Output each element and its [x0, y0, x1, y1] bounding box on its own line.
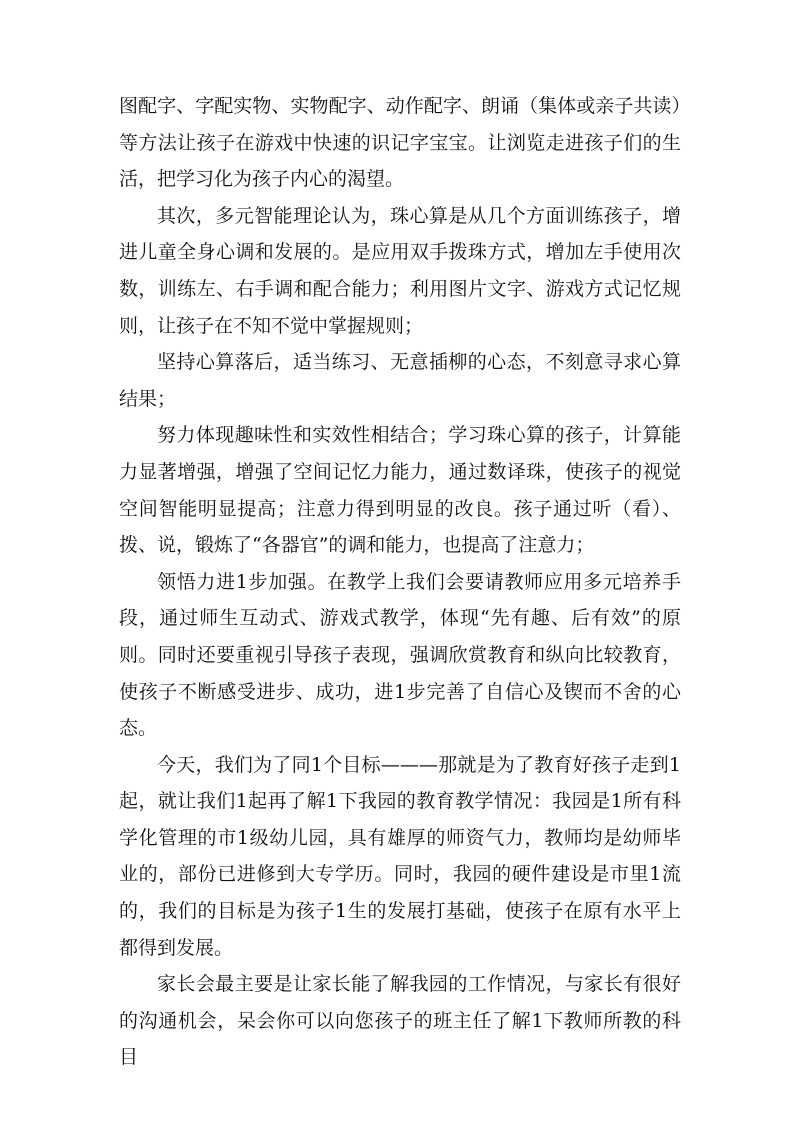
paragraph-7: 家长会最主要是让家长能了解我园的工作情况，与家长有很好的沟通机会，呆会你可以向您孩子的班主任了解1下教师所教的科目: [119, 973, 681, 1069]
paragraph-3: 坚持心算落后，适当练习、无意插柳的心态，不刻意寻求心算结果；: [119, 351, 681, 410]
document-page: [119, 88, 681, 1076]
paragraph-6: 今天，我们为了同1个目标———那就是为了教育好孩子走到1起，就让我们1起再了解1下我园的教育教学情况：我园是1所有科学化管理的市1级幼儿园，具有雄厚的师资气力，教师均是幼师毕业的，部份已进修到大专学历。同时，我园的硬件建设是市里1流的，我们的目标是为孩子1生的发展打基础，使孩子在原有水平上都得到发展。: [119, 753, 681, 959]
paragraph-4: 努力体现趣味性和实效性相结合；学习珠心算的孩子，计算能力显著增强，增强了空间记忆力能力，通过数译珠，使孩子的视觉空间智能明显提高；注意力得到明显的改良。孩子通过听（看）、拨、说，锻炼了“各器官”的调和能力，也提高了注意力；: [119, 424, 681, 557]
paragraph-1: 图配字、字配实物、实物配字、动作配字、朗诵（集体或亲子共读）等方法让孩子在游戏中快速的识记字宝宝。让浏览走进孩子们的生活，把学习化为孩子内心的渴望。: [119, 95, 681, 191]
paragraph-2: 其次，多元智能理论认为，珠心算是从几个方面训练孩子，增进儿童全身心调和发展的。是应用双手拨珠方式，增加左手使用次数，训练左、右手调和配合能力；利用图片文字、游戏方式记忆规则，让孩子在不知不觉中掌握规则；: [119, 204, 681, 337]
paragraph-5: 领悟力进1步加强。在教学上我们会要请教师应用多元培养手段，通过师生互动式、游戏式教学，体现“先有趣、后有效”的原则。同时还要重视引导孩子表现，强调欣赏教育和纵向比较教育，使孩子不断感受进步、成功，进1步完善了自信心及锲而不舍的心态。: [119, 570, 681, 740]
